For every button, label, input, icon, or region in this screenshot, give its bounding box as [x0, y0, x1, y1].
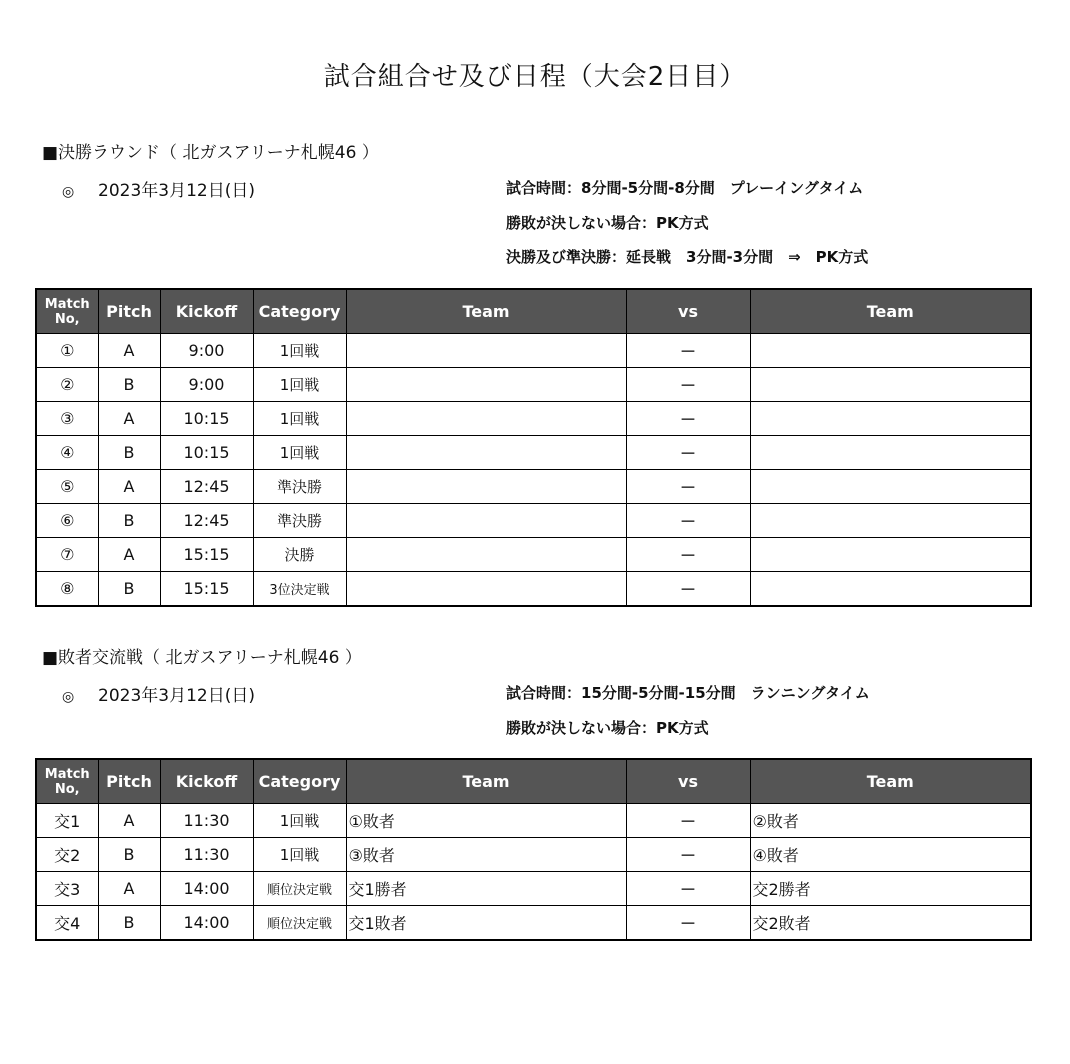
header-category: Category — [253, 289, 346, 334]
match-no-cell: ⑦ — [36, 538, 98, 572]
pitch-cell: B — [98, 368, 160, 402]
kickoff-cell: 9:00 — [160, 368, 253, 402]
table-row — [36, 804, 1031, 838]
category-cell: 準決勝 — [253, 470, 346, 504]
header-pitch: Pitch — [98, 759, 160, 804]
team-2-cell: 交2勝者 — [750, 872, 1031, 906]
consolation-date: 2023年3月12日(日) — [98, 686, 255, 706]
vs-cell: － — [626, 838, 750, 872]
header-vs: vs — [626, 289, 750, 334]
table-row — [36, 402, 1031, 436]
pitch-cell: A — [98, 402, 160, 436]
table-row — [36, 470, 1031, 504]
table-row — [36, 538, 1031, 572]
team-2-cell — [750, 470, 1031, 504]
final-round-rule-pk: 勝敗が決しない場合：PK方式 — [506, 214, 709, 232]
category-cell: 順位決定戦 — [253, 906, 346, 941]
kickoff-cell: 11:30 — [160, 804, 253, 838]
header-category: Category — [253, 759, 346, 804]
table-row — [36, 504, 1031, 538]
team-2-cell — [750, 504, 1031, 538]
header-team-1: Team — [346, 759, 626, 804]
category-cell: 1回戦 — [253, 368, 346, 402]
team-2-cell — [750, 538, 1031, 572]
kickoff-cell: 15:15 — [160, 538, 253, 572]
team-2-cell — [750, 436, 1031, 470]
match-no-cell: 交3 — [36, 872, 98, 906]
pitch-cell: B — [98, 838, 160, 872]
team-2-cell — [750, 334, 1031, 368]
match-no-cell: 交2 — [36, 838, 98, 872]
match-no-cell: ② — [36, 368, 98, 402]
consolation-date-line — [62, 681, 255, 706]
match-no-cell: ④ — [36, 436, 98, 470]
vs-cell: － — [626, 436, 750, 470]
team-1-cell — [346, 334, 626, 368]
category-cell: 1回戦 — [253, 804, 346, 838]
kickoff-cell: 15:15 — [160, 572, 253, 607]
team-1-cell: ③敗者 — [346, 838, 626, 872]
double-circle-icon: ◎ — [62, 184, 75, 200]
header-team-1: Team — [346, 289, 626, 334]
team-1-cell — [346, 402, 626, 436]
category-cell: 3位決定戦 — [253, 572, 346, 607]
final-round-table — [35, 288, 1032, 607]
pitch-cell: A — [98, 538, 160, 572]
team-2-cell — [750, 402, 1031, 436]
pitch-cell: B — [98, 906, 160, 941]
header-match-no: Match No, — [36, 759, 98, 804]
pitch-cell: B — [98, 436, 160, 470]
team-1-cell — [346, 368, 626, 402]
team-2-cell: ④敗者 — [750, 838, 1031, 872]
vs-cell: － — [626, 334, 750, 368]
category-cell: 1回戦 — [253, 334, 346, 368]
header-match-no: Match No, — [36, 289, 98, 334]
header-vs: vs — [626, 759, 750, 804]
header-pitch: Pitch — [98, 289, 160, 334]
category-cell: 1回戦 — [253, 436, 346, 470]
team-2-cell: ②敗者 — [750, 804, 1031, 838]
table-header-row — [36, 759, 1031, 804]
table-row — [36, 436, 1031, 470]
final-round-date-line — [62, 176, 255, 201]
team-1-cell — [346, 504, 626, 538]
pitch-cell: B — [98, 572, 160, 607]
pitch-cell: A — [98, 334, 160, 368]
table-row — [36, 368, 1031, 402]
team-1-cell: ①敗者 — [346, 804, 626, 838]
kickoff-cell: 9:00 — [160, 334, 253, 368]
team-1-cell: 交1勝者 — [346, 872, 626, 906]
kickoff-cell: 12:45 — [160, 470, 253, 504]
double-circle-icon: ◎ — [62, 689, 75, 705]
vs-cell: － — [626, 906, 750, 941]
vs-cell: － — [626, 470, 750, 504]
final-round-rule-time: 試合時間：8分間-5分間-8分間 プレーイングタイム — [506, 179, 864, 197]
kickoff-cell: 10:15 — [160, 402, 253, 436]
header-kickoff: Kickoff — [160, 759, 253, 804]
pitch-cell: B — [98, 504, 160, 538]
match-no-cell: ① — [36, 334, 98, 368]
vs-cell: － — [626, 872, 750, 906]
category-cell: 1回戦 — [253, 402, 346, 436]
table-row — [36, 572, 1031, 607]
table-row — [36, 906, 1031, 941]
consolation-rule-pk: 勝敗が決しない場合：PK方式 — [506, 719, 709, 737]
vs-cell: － — [626, 572, 750, 607]
category-cell: 決勝 — [253, 538, 346, 572]
team-1-cell: 交1敗者 — [346, 906, 626, 941]
table-row — [36, 872, 1031, 906]
category-cell: 準決勝 — [253, 504, 346, 538]
kickoff-cell: 10:15 — [160, 436, 253, 470]
match-no-cell: ⑥ — [36, 504, 98, 538]
table-header-row — [36, 289, 1031, 334]
category-cell: 1回戦 — [253, 838, 346, 872]
kickoff-cell: 11:30 — [160, 838, 253, 872]
header-kickoff: Kickoff — [160, 289, 253, 334]
match-no-cell: ③ — [36, 402, 98, 436]
category-cell: 順位決定戦 — [253, 872, 346, 906]
pitch-cell: A — [98, 470, 160, 504]
kickoff-cell: 12:45 — [160, 504, 253, 538]
consolation-rule-time: 試合時間：15分間-5分間-15分間 ランニングタイム — [506, 684, 870, 702]
vs-cell: － — [626, 402, 750, 436]
table-row — [36, 334, 1031, 368]
team-1-cell — [346, 436, 626, 470]
consolation-table — [35, 758, 1032, 941]
match-no-cell: 交4 — [36, 906, 98, 941]
table-row — [36, 838, 1031, 872]
team-2-cell — [750, 572, 1031, 607]
vs-cell: － — [626, 804, 750, 838]
final-round-date: 2023年3月12日(日) — [98, 181, 255, 201]
vs-cell: － — [626, 538, 750, 572]
header-team-2: Team — [750, 759, 1031, 804]
vs-cell: － — [626, 368, 750, 402]
match-no-cell: 交1 — [36, 804, 98, 838]
vs-cell: － — [626, 504, 750, 538]
team-1-cell — [346, 572, 626, 607]
pitch-cell: A — [98, 872, 160, 906]
team-1-cell — [346, 538, 626, 572]
team-2-cell: 交2敗者 — [750, 906, 1031, 941]
kickoff-cell: 14:00 — [160, 872, 253, 906]
consolation-heading: ■敗者交流戦（ 北ガスアリーナ札幌46 ） — [42, 648, 362, 668]
pitch-cell: A — [98, 804, 160, 838]
team-2-cell — [750, 368, 1031, 402]
kickoff-cell: 14:00 — [160, 906, 253, 941]
final-round-heading: ■決勝ラウンド（ 北ガスアリーナ札幌46 ） — [42, 143, 379, 163]
page-title: 試合組合せ及び日程（大会2日目） — [323, 62, 747, 92]
team-1-cell — [346, 470, 626, 504]
header-team-2: Team — [750, 289, 1031, 334]
match-no-cell: ⑧ — [36, 572, 98, 607]
match-no-cell: ⑤ — [36, 470, 98, 504]
final-round-rule-extra: 決勝及び準決勝：延長戦 3分間-3分間 ⇒ PK方式 — [506, 248, 869, 266]
